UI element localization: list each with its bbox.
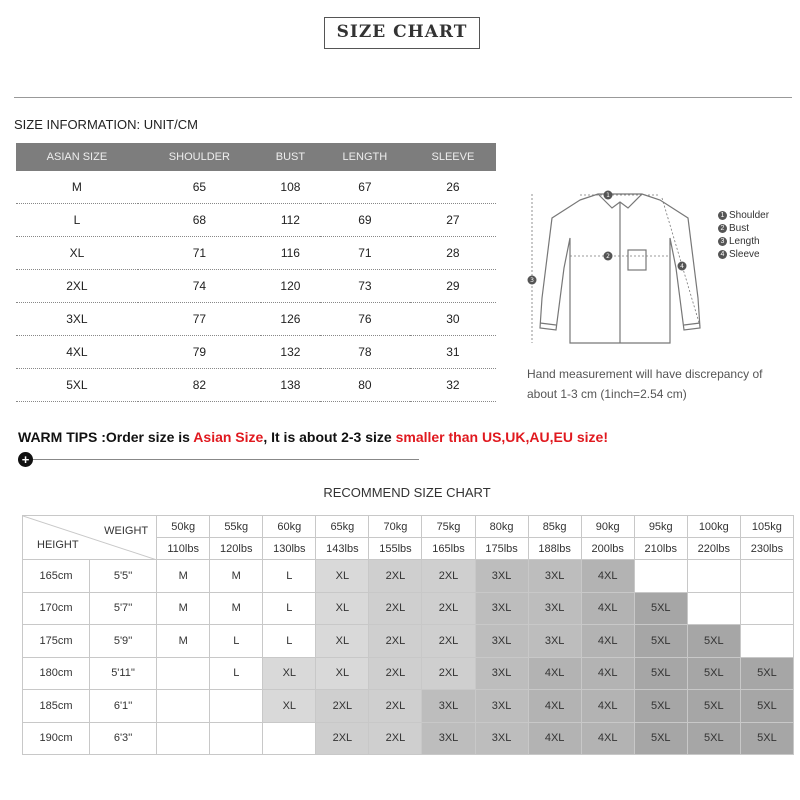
size-cell: 29 bbox=[410, 270, 496, 303]
size-cell: 78 bbox=[320, 336, 410, 369]
size-cell: 79 bbox=[138, 336, 261, 369]
weight-kg-header: 60kg bbox=[263, 516, 316, 538]
weight-kg-header: 95kg bbox=[634, 516, 687, 538]
size-cell: 65 bbox=[138, 171, 261, 204]
recommend-cell: M bbox=[157, 592, 210, 625]
size-cell: 68 bbox=[138, 204, 261, 237]
size-cell: 73 bbox=[320, 270, 410, 303]
size-cell: 5XL bbox=[16, 369, 138, 402]
height-label: HEIGHT bbox=[37, 539, 79, 551]
size-cell: 3XL bbox=[16, 303, 138, 336]
recommend-cell bbox=[157, 690, 210, 723]
height-ft: 5'7'' bbox=[90, 592, 157, 625]
recommend-cell: 5XL bbox=[740, 722, 793, 755]
recommend-cell: XL bbox=[263, 657, 316, 690]
recommend-title: RECOMMEND SIZE CHART bbox=[323, 485, 491, 500]
legend-label: Bust bbox=[729, 223, 750, 234]
height-cm: 180cm bbox=[23, 657, 90, 690]
recommend-cell: 2XL bbox=[422, 592, 475, 625]
recommend-cell: 3XL bbox=[422, 722, 475, 755]
legend-number-icon: 3 bbox=[718, 237, 727, 246]
recommend-cell: 5XL bbox=[634, 657, 687, 690]
recommend-row bbox=[23, 690, 794, 723]
size-row bbox=[16, 204, 496, 237]
size-row bbox=[16, 270, 496, 303]
weight-lbs-header: 200lbs bbox=[581, 538, 634, 560]
marker-2-number: 2 bbox=[606, 253, 610, 260]
height-ft: 5'11'' bbox=[90, 657, 157, 690]
recommend-cell: 5XL bbox=[740, 690, 793, 723]
size-cell: 138 bbox=[261, 369, 320, 402]
weight-label: WEIGHT bbox=[104, 525, 149, 537]
weight-lbs-header: 120lbs bbox=[210, 538, 263, 560]
size-cell: 67 bbox=[320, 171, 410, 204]
recommend-cell: L bbox=[263, 560, 316, 593]
size-cell: 4XL bbox=[16, 336, 138, 369]
recommend-cell: 3XL bbox=[528, 560, 581, 593]
legend-item bbox=[718, 248, 769, 261]
recommend-cell bbox=[687, 592, 740, 625]
recommend-cell: 2XL bbox=[369, 722, 422, 755]
recommend-cell: 3XL bbox=[528, 625, 581, 658]
weight-lbs-header: 165lbs bbox=[422, 538, 475, 560]
size-cell: 71 bbox=[320, 237, 410, 270]
weight-lbs-header: 220lbs bbox=[687, 538, 740, 560]
recommend-cell: 2XL bbox=[316, 690, 369, 723]
legend-item bbox=[718, 235, 769, 248]
plus-icon: + bbox=[18, 452, 33, 467]
recommend-cell: 5XL bbox=[687, 690, 740, 723]
recommend-cell: 3XL bbox=[528, 592, 581, 625]
size-cell: 27 bbox=[410, 204, 496, 237]
recommend-cell: 2XL bbox=[369, 657, 422, 690]
size-info-heading: SIZE INFORMATION: UNIT/CM bbox=[14, 117, 198, 132]
recommend-cell: 3XL bbox=[475, 592, 528, 625]
weight-kg-header: 85kg bbox=[528, 516, 581, 538]
corner-diagonal bbox=[23, 516, 157, 560]
recommend-cell: 3XL bbox=[475, 690, 528, 723]
recommend-cell: L bbox=[263, 625, 316, 658]
recommend-cell: M bbox=[157, 560, 210, 593]
recommend-cell: XL bbox=[263, 690, 316, 723]
recommend-cell: 5XL bbox=[634, 722, 687, 755]
size-cell: L bbox=[16, 204, 138, 237]
recommend-cell: L bbox=[210, 657, 263, 690]
recommend-cell: 4XL bbox=[528, 690, 581, 723]
height-ft: 5'5'' bbox=[90, 560, 157, 593]
recommend-cell: 5XL bbox=[740, 657, 793, 690]
note-line-2: about 1-3 cm (1inch=2.54 cm) bbox=[527, 387, 687, 401]
size-cell: 126 bbox=[261, 303, 320, 336]
page-title: SIZE CHART bbox=[324, 17, 480, 49]
height-cm: 175cm bbox=[23, 625, 90, 658]
size-table-header bbox=[16, 143, 496, 171]
divider bbox=[14, 97, 792, 98]
shirt-diagram bbox=[520, 178, 720, 358]
recommend-cell: 2XL bbox=[369, 560, 422, 593]
measurement-note bbox=[527, 364, 762, 404]
weight-lbs-header: 175lbs bbox=[475, 538, 528, 560]
size-cell: 116 bbox=[261, 237, 320, 270]
size-cell: 71 bbox=[138, 237, 261, 270]
weight-kg-header: 80kg bbox=[475, 516, 528, 538]
recommend-cell: 4XL bbox=[581, 690, 634, 723]
size-cell: 28 bbox=[410, 237, 496, 270]
col-shoulder: SHOULDER bbox=[138, 143, 261, 171]
size-cell: 112 bbox=[261, 204, 320, 237]
recommend-size-table bbox=[22, 515, 794, 755]
marker-1-number: 1 bbox=[606, 192, 610, 199]
warm-tips-asian-size: Asian Size bbox=[193, 429, 264, 445]
recommend-cell: 4XL bbox=[581, 657, 634, 690]
recommend-cell bbox=[740, 560, 793, 593]
warm-tips bbox=[18, 429, 608, 445]
col-sleeve: SLEEVE bbox=[410, 143, 496, 171]
weight-height-corner bbox=[23, 516, 157, 560]
size-cell: 132 bbox=[261, 336, 320, 369]
height-cm: 185cm bbox=[23, 690, 90, 723]
size-cell: 26 bbox=[410, 171, 496, 204]
size-cell: 32 bbox=[410, 369, 496, 402]
height-ft: 5'9'' bbox=[90, 625, 157, 658]
size-row bbox=[16, 303, 496, 336]
size-cell: XL bbox=[16, 237, 138, 270]
recommend-cell: 2XL bbox=[422, 657, 475, 690]
size-cell: 2XL bbox=[16, 270, 138, 303]
recommend-cell: 2XL bbox=[369, 625, 422, 658]
size-cell: M bbox=[16, 171, 138, 204]
size-cell: 69 bbox=[320, 204, 410, 237]
recommend-cell: L bbox=[263, 592, 316, 625]
legend-number-icon: 1 bbox=[718, 211, 727, 220]
weight-lbs-header: 130lbs bbox=[263, 538, 316, 560]
weight-kg-header: 55kg bbox=[210, 516, 263, 538]
weight-kg-header: 50kg bbox=[157, 516, 210, 538]
recommend-cell: 2XL bbox=[422, 560, 475, 593]
recommend-cell: XL bbox=[316, 625, 369, 658]
recommend-cell bbox=[687, 560, 740, 593]
weight-lbs-header: 143lbs bbox=[316, 538, 369, 560]
recommend-cell: XL bbox=[316, 657, 369, 690]
legend-label: Sleeve bbox=[729, 249, 760, 260]
size-row bbox=[16, 369, 496, 402]
weight-kg-header: 65kg bbox=[316, 516, 369, 538]
recommend-row bbox=[23, 592, 794, 625]
recommend-cell: 5XL bbox=[634, 625, 687, 658]
recommend-cell: 2XL bbox=[369, 690, 422, 723]
recommend-cell bbox=[157, 722, 210, 755]
legend-label: Shoulder bbox=[729, 210, 770, 221]
recommend-row bbox=[23, 560, 794, 593]
recommend-cell: 3XL bbox=[475, 625, 528, 658]
recommend-cell bbox=[634, 560, 687, 593]
recommend-cell: 4XL bbox=[581, 592, 634, 625]
weight-kg-header: 100kg bbox=[687, 516, 740, 538]
recommend-row bbox=[23, 625, 794, 658]
recommend-cell: 3XL bbox=[475, 657, 528, 690]
marker-3-number: 3 bbox=[530, 277, 534, 284]
height-cm: 170cm bbox=[23, 592, 90, 625]
recommend-cell: M bbox=[210, 560, 263, 593]
recommend-cell: 5XL bbox=[687, 722, 740, 755]
recommend-cell: 3XL bbox=[422, 690, 475, 723]
size-cell: 108 bbox=[261, 171, 320, 204]
size-cell: 31 bbox=[410, 336, 496, 369]
weight-kg-header: 70kg bbox=[369, 516, 422, 538]
col-bust: BUST bbox=[261, 143, 320, 171]
weight-lbs-header: 210lbs bbox=[634, 538, 687, 560]
recommend-row bbox=[23, 722, 794, 755]
measurement-legend bbox=[718, 209, 769, 261]
size-cell: 76 bbox=[320, 303, 410, 336]
weight-kg-header: 75kg bbox=[422, 516, 475, 538]
marker-4-number: 4 bbox=[680, 263, 684, 270]
recommend-cell: 4XL bbox=[528, 722, 581, 755]
recommend-cell: XL bbox=[316, 560, 369, 593]
size-cell: 120 bbox=[261, 270, 320, 303]
size-cell: 30 bbox=[410, 303, 496, 336]
recommend-cell: 2XL bbox=[369, 592, 422, 625]
legend-item bbox=[718, 222, 769, 235]
size-cell: 77 bbox=[138, 303, 261, 336]
col-length: LENGTH bbox=[320, 143, 410, 171]
recommend-cell: 4XL bbox=[528, 657, 581, 690]
recommend-cell: 5XL bbox=[634, 690, 687, 723]
recommend-cell: 4XL bbox=[581, 722, 634, 755]
height-ft: 6'1'' bbox=[90, 690, 157, 723]
recommend-cell bbox=[210, 690, 263, 723]
weight-lbs-header: 188lbs bbox=[528, 538, 581, 560]
size-cell: 74 bbox=[138, 270, 261, 303]
recommend-cell bbox=[157, 657, 210, 690]
weight-lbs-header: 110lbs bbox=[157, 538, 210, 560]
note-line-1: Hand measurement will have discrepancy of bbox=[527, 367, 763, 381]
height-cm: 190cm bbox=[23, 722, 90, 755]
recommend-cell bbox=[740, 592, 793, 625]
divider bbox=[27, 459, 419, 460]
size-cell: 80 bbox=[320, 369, 410, 402]
recommend-cell: 2XL bbox=[316, 722, 369, 755]
warm-tips-prefix: WARM TIPS :Order size is bbox=[18, 429, 194, 445]
size-cell: 82 bbox=[138, 369, 261, 402]
recommend-cell: 5XL bbox=[687, 625, 740, 658]
size-table bbox=[16, 143, 496, 402]
warm-tips-mid: , It is about 2-3 size bbox=[263, 429, 396, 445]
weight-kg-header: 90kg bbox=[581, 516, 634, 538]
size-row bbox=[16, 336, 496, 369]
legend-label: Length bbox=[729, 236, 760, 247]
recommend-cell: M bbox=[210, 592, 263, 625]
weight-lbs-header: 230lbs bbox=[740, 538, 793, 560]
recommend-cell: 5XL bbox=[634, 592, 687, 625]
col-asian-size: ASIAN SIZE bbox=[16, 143, 138, 171]
recommend-cell: M bbox=[157, 625, 210, 658]
weight-kg-header: 105kg bbox=[740, 516, 793, 538]
recommend-cell: XL bbox=[316, 592, 369, 625]
recommend-cell: 3XL bbox=[475, 722, 528, 755]
recommend-cell: 2XL bbox=[422, 625, 475, 658]
warm-tips-smaller: smaller than US,UK,AU,EU size! bbox=[395, 429, 608, 445]
recommend-cell: 4XL bbox=[581, 560, 634, 593]
recommend-cell: 4XL bbox=[581, 625, 634, 658]
recommend-cell bbox=[210, 722, 263, 755]
legend-item bbox=[718, 209, 769, 222]
recommend-row bbox=[23, 657, 794, 690]
recommend-cell: 5XL bbox=[687, 657, 740, 690]
size-row bbox=[16, 237, 496, 270]
legend-number-icon: 4 bbox=[718, 250, 727, 259]
height-cm: 165cm bbox=[23, 560, 90, 593]
height-ft: 6'3'' bbox=[90, 722, 157, 755]
recommend-cell bbox=[263, 722, 316, 755]
recommend-cell: 3XL bbox=[475, 560, 528, 593]
recommend-cell: L bbox=[210, 625, 263, 658]
weight-lbs-header: 155lbs bbox=[369, 538, 422, 560]
legend-number-icon: 2 bbox=[718, 224, 727, 233]
recommend-cell bbox=[740, 625, 793, 658]
size-row bbox=[16, 171, 496, 204]
